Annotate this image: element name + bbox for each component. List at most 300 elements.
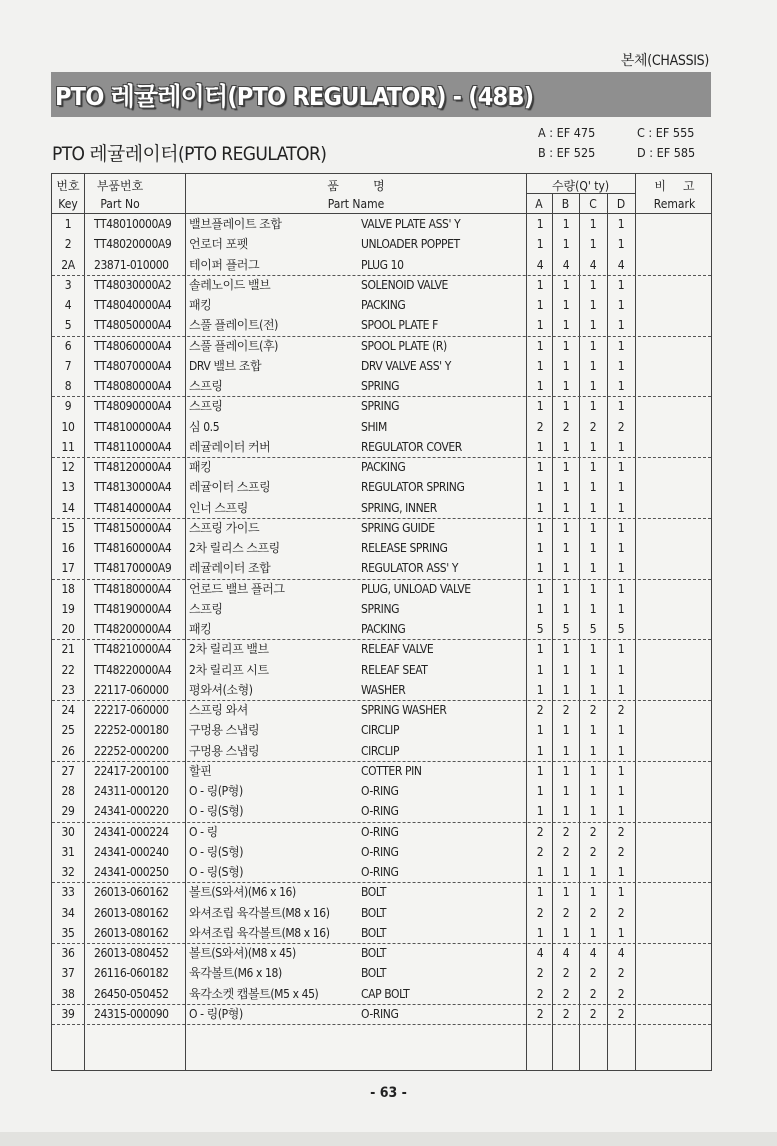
row-part-no: 26013-080452	[94, 946, 169, 960]
row-part-no: TT48120000A4	[94, 460, 172, 474]
row-key: 35	[61, 925, 75, 940]
row-part-no: TT48190000A4	[94, 601, 172, 616]
row-part-no: TT48110000A4	[94, 439, 172, 454]
row-part-no: 22217-060000	[94, 703, 169, 717]
row-qty-c: 1	[589, 358, 597, 373]
row-name-ko: 육각소켓 캡볼트(M5 x 45)	[189, 986, 319, 1001]
row-qty-d: 1	[617, 460, 625, 474]
row-name-en: SPOOL PLATE F	[361, 318, 438, 333]
row-part-no: TT48160000A4	[94, 541, 172, 555]
row-qty-d: 1	[617, 500, 625, 515]
row-qty-d: 1	[617, 743, 625, 758]
row-key: 25	[61, 723, 75, 738]
row-qty-b: 1	[562, 763, 570, 778]
row-name-en: REGULATOR SPRING	[361, 480, 465, 495]
row-qty-d: 1	[617, 439, 625, 454]
row-qty-d: 1	[617, 662, 625, 677]
row-qty-b: 2	[562, 824, 570, 839]
row-name-ko: 구멍용 스냅링	[189, 723, 260, 738]
row-qty-d: 1	[617, 338, 625, 353]
row-part-no: 23871-010000	[94, 257, 169, 272]
row-name-en: RELEASE SPRING	[361, 541, 448, 555]
row-qty-b: 1	[562, 581, 570, 596]
row-qty-d: 1	[617, 298, 625, 312]
header-key-ko: 번호	[56, 179, 80, 193]
row-qty-a: 1	[536, 460, 544, 474]
group-divider	[52, 275, 711, 276]
row-qty-c: 1	[589, 804, 597, 819]
row-qty-a: 1	[536, 682, 544, 697]
row-qty-a: 1	[536, 399, 544, 414]
row-name-en: BOLT	[361, 885, 387, 900]
parts-table	[51, 173, 712, 1071]
row-name-ko: 스프링	[189, 601, 223, 616]
row-name-ko: 스풀 플레이트(후)	[189, 338, 278, 353]
row-name-ko: 볼트(S와셔)(M8 x 45)	[189, 946, 296, 960]
row-qty-a: 2	[536, 905, 544, 920]
row-qty-c: 1	[589, 460, 597, 474]
row-name-en: BOLT	[361, 946, 387, 960]
row-name-ko: O - 링(P형)	[189, 784, 243, 798]
row-name-en: CIRCLIP	[361, 743, 400, 758]
row-qty-d: 1	[617, 682, 625, 697]
row-qty-b: 1	[562, 480, 570, 495]
row-part-no: TT48170000A9	[94, 561, 172, 576]
row-qty-b: 1	[562, 298, 570, 312]
row-part-no: TT48140000A4	[94, 500, 172, 515]
row-name-ko: 할핀	[189, 763, 212, 778]
row-part-no: 24341-000250	[94, 865, 169, 879]
row-key: 28	[61, 784, 75, 798]
row-name-en: WASHER	[361, 682, 406, 697]
group-divider	[52, 882, 711, 883]
row-qty-a: 1	[536, 925, 544, 940]
row-name-ko: 레귤이터 스프링	[189, 480, 271, 495]
rule-header-bottom	[52, 213, 711, 214]
row-qty-a: 1	[536, 338, 544, 353]
row-part-no: 24341-000224	[94, 824, 169, 839]
row-qty-b: 2	[562, 844, 570, 859]
row-name-ko: 구멍용 스냅링	[189, 743, 260, 758]
row-name-en: SPRING WASHER	[361, 703, 447, 717]
row-qty-a: 5	[536, 622, 544, 636]
row-name-en: SPRING	[361, 601, 400, 616]
row-part-no: 24315-000090	[94, 1006, 169, 1021]
row-name-en: REGULATOR ASS' Y	[361, 561, 459, 576]
row-qty-d: 1	[617, 399, 625, 414]
row-part-no: 26013-060162	[94, 885, 169, 900]
header-name-ko: 품 명	[327, 179, 385, 193]
row-name-ko: 스프링 가이드	[189, 520, 260, 535]
row-name-en: O-RING	[361, 784, 399, 798]
row-qty-b: 1	[562, 865, 570, 879]
group-divider	[52, 943, 711, 944]
row-qty-a: 2	[536, 703, 544, 717]
rule-partno	[185, 174, 186, 1070]
row-name-ko: 심 0.5	[189, 419, 220, 434]
row-qty-b: 1	[562, 439, 570, 454]
row-key: 31	[61, 844, 75, 859]
row-qty-d: 1	[617, 925, 625, 940]
row-qty-c: 1	[589, 237, 597, 252]
row-part-no: 24341-000240	[94, 844, 169, 859]
row-part-no: TT48080000A4	[94, 379, 172, 393]
group-divider	[52, 700, 711, 701]
row-name-ko: 평와셔(소형)	[189, 682, 253, 697]
row-name-en: SPOOL PLATE (R)	[361, 338, 447, 353]
row-qty-a: 1	[536, 358, 544, 373]
row-key: 11	[61, 439, 75, 454]
row-key: 2	[64, 237, 72, 252]
group-divider	[52, 822, 711, 823]
row-qty-a: 1	[536, 723, 544, 738]
row-qty-d: 4	[617, 257, 625, 272]
model-d: D : EF 585	[637, 145, 696, 160]
page-title: PTO 레귤레이터(PTO REGULATOR) - (48B)	[55, 82, 534, 111]
row-qty-d: 1	[617, 885, 625, 900]
row-part-no: 24341-000220	[94, 804, 169, 819]
row-part-no: TT48210000A4	[94, 642, 172, 657]
header-remark-en: Remark	[653, 197, 696, 211]
row-qty-b: 1	[562, 804, 570, 819]
row-qty-b: 2	[562, 703, 570, 717]
row-qty-a: 1	[536, 581, 544, 596]
row-key: 14	[61, 500, 75, 515]
row-key: 6	[64, 338, 72, 353]
row-qty-a: 1	[536, 601, 544, 616]
header-qty-a: A	[535, 197, 543, 211]
row-name-en: BOLT	[361, 925, 387, 940]
row-qty-a: 1	[536, 885, 544, 900]
row-name-ko: 레귤레이터 조합	[189, 561, 271, 576]
row-name-en: COTTER PIN	[361, 763, 422, 778]
row-key: 20	[61, 622, 75, 636]
row-part-no: 26013-080162	[94, 905, 169, 920]
row-qty-b: 2	[562, 986, 570, 1001]
row-qty-a: 1	[536, 520, 544, 535]
row-name-ko: O - 링(S형)	[189, 844, 244, 859]
row-key: 27	[61, 763, 75, 778]
row-part-no: TT48010000A9	[94, 217, 172, 231]
row-name-en: BOLT	[361, 966, 387, 981]
row-qty-b: 1	[562, 743, 570, 758]
row-qty-c: 1	[589, 338, 597, 353]
row-part-no: TT48220000A4	[94, 662, 172, 677]
group-divider	[52, 579, 711, 580]
row-name-ko: 스프링	[189, 399, 223, 414]
row-name-ko: 와셔조립 육각볼트(M8 x 16)	[189, 905, 330, 920]
model-a: A : EF 475	[538, 125, 596, 140]
row-part-no: 22117-060000	[94, 682, 169, 697]
group-divider	[52, 336, 711, 337]
row-part-no: TT48040000A4	[94, 298, 172, 312]
row-key: 4	[64, 298, 72, 312]
row-qty-b: 2	[562, 419, 570, 434]
row-qty-b: 1	[562, 885, 570, 900]
row-qty-c: 1	[589, 723, 597, 738]
row-qty-d: 1	[617, 541, 625, 555]
row-qty-a: 1	[536, 217, 544, 231]
row-qty-c: 2	[589, 966, 597, 981]
row-part-no: TT48130000A4	[94, 480, 172, 495]
row-qty-d: 1	[617, 865, 625, 879]
row-qty-c: 1	[589, 399, 597, 414]
row-name-en: O-RING	[361, 844, 399, 859]
row-name-en: SPRING	[361, 379, 400, 393]
row-key: 3	[64, 277, 72, 292]
row-qty-b: 1	[562, 399, 570, 414]
row-qty-d: 2	[617, 824, 625, 839]
row-name-en: CAP BOLT	[361, 986, 410, 1001]
row-qty-b: 1	[562, 338, 570, 353]
row-key: 26	[61, 743, 75, 758]
row-qty-c: 1	[589, 217, 597, 231]
row-qty-d: 2	[617, 966, 625, 981]
group-divider	[52, 396, 711, 397]
row-part-no: TT48070000A4	[94, 358, 172, 373]
row-key: 5	[64, 318, 72, 333]
row-qty-b: 1	[562, 642, 570, 657]
row-qty-d: 1	[617, 379, 625, 393]
row-name-en: CIRCLIP	[361, 723, 400, 738]
row-qty-d: 1	[617, 217, 625, 231]
row-qty-c: 1	[589, 480, 597, 495]
row-name-en: REGULATOR COVER	[361, 439, 462, 454]
row-qty-a: 1	[536, 642, 544, 657]
row-qty-b: 1	[562, 318, 570, 333]
row-qty-b: 1	[562, 682, 570, 697]
row-part-no: 26013-080162	[94, 925, 169, 940]
row-qty-d: 1	[617, 480, 625, 495]
row-qty-d: 2	[617, 703, 625, 717]
header-partno-en: Part No	[100, 197, 140, 211]
row-name-en: SOLENOID VALVE	[361, 277, 448, 292]
subtitle: PTO 레귤레이터(PTO REGULATOR)	[52, 143, 327, 165]
row-name-en: SPRING	[361, 399, 400, 414]
row-key: 18	[61, 581, 75, 596]
row-qty-c: 1	[589, 277, 597, 292]
row-qty-c: 1	[589, 581, 597, 596]
row-qty-d: 2	[617, 986, 625, 1001]
row-part-no: 24311-000120	[94, 784, 169, 798]
row-qty-a: 1	[536, 318, 544, 333]
row-key: 32	[61, 865, 75, 879]
row-part-no: TT48060000A4	[94, 338, 172, 353]
row-qty-a: 1	[536, 439, 544, 454]
group-divider	[52, 1004, 711, 1005]
row-qty-d: 2	[617, 844, 625, 859]
row-name-ko: 솔레노이드 밸브	[189, 277, 271, 292]
row-part-no: TT48030000A2	[94, 277, 172, 292]
row-qty-d: 1	[617, 601, 625, 616]
row-qty-a: 1	[536, 561, 544, 576]
row-name-ko: 와셔조립 육각볼트(M8 x 16)	[189, 925, 330, 940]
row-qty-d: 1	[617, 318, 625, 333]
header-qty-c: C	[589, 197, 597, 211]
row-qty-c: 1	[589, 561, 597, 576]
row-qty-b: 1	[562, 237, 570, 252]
row-qty-d: 2	[617, 1006, 625, 1021]
row-qty-a: 1	[536, 500, 544, 515]
row-name-ko: 패킹	[189, 298, 212, 312]
row-qty-c: 2	[589, 824, 597, 839]
row-qty-b: 1	[562, 723, 570, 738]
section-label: 본체(CHASSIS)	[620, 53, 709, 69]
row-qty-b: 1	[562, 500, 570, 515]
row-name-ko: O - 링(S형)	[189, 804, 244, 819]
row-name-ko: 2차 릴리프 시트	[189, 662, 269, 677]
row-qty-c: 1	[589, 601, 597, 616]
row-part-no: TT48180000A4	[94, 581, 172, 596]
row-part-no: TT48150000A4	[94, 520, 172, 535]
row-key: 2A	[61, 257, 75, 272]
row-key: 29	[61, 804, 75, 819]
row-qty-c: 1	[589, 500, 597, 515]
group-divider	[52, 518, 711, 519]
model-c: C : EF 555	[637, 125, 695, 140]
row-key: 15	[61, 520, 75, 535]
row-name-ko: 스프링	[189, 379, 223, 393]
row-name-en: UNLOADER POPPET	[361, 237, 460, 252]
row-qty-b: 1	[562, 379, 570, 393]
row-part-no: TT48050000A4	[94, 318, 172, 333]
row-qty-c: 1	[589, 784, 597, 798]
header-qty: 수량(Q' ty)	[551, 179, 610, 193]
group-divider	[52, 639, 711, 640]
page-bottom-band	[0, 1132, 777, 1146]
row-qty-a: 2	[536, 966, 544, 981]
row-name-ko: 인너 스프링	[189, 500, 248, 515]
row-key: 36	[61, 946, 75, 960]
group-divider	[52, 761, 711, 762]
row-name-ko: 2차 릴리스 스프링	[189, 541, 280, 555]
row-qty-d: 1	[617, 237, 625, 252]
row-qty-a: 1	[536, 743, 544, 758]
row-name-en: PACKING	[361, 460, 406, 474]
row-qty-d: 1	[617, 520, 625, 535]
row-qty-c: 1	[589, 925, 597, 940]
row-qty-a: 4	[536, 257, 544, 272]
row-qty-c: 1	[589, 298, 597, 312]
row-name-en: PACKING	[361, 622, 406, 636]
row-qty-a: 1	[536, 804, 544, 819]
rule-key	[84, 174, 85, 1070]
row-part-no: TT48200000A4	[94, 622, 172, 636]
header-qty-d: D	[616, 197, 626, 211]
row-key: 9	[64, 399, 72, 414]
row-qty-c: 2	[589, 844, 597, 859]
row-key: 39	[61, 1006, 75, 1021]
row-qty-b: 2	[562, 905, 570, 920]
row-name-en: O-RING	[361, 1006, 399, 1021]
row-key: 8	[64, 379, 72, 393]
row-name-ko: 테이퍼 플러그	[189, 257, 260, 272]
row-name-ko: O - 링(P형)	[189, 1006, 243, 1021]
row-qty-c: 1	[589, 865, 597, 879]
row-key: 30	[61, 824, 75, 839]
row-qty-d: 1	[617, 561, 625, 576]
row-name-ko: 스프링 와셔	[189, 703, 248, 717]
row-key: 16	[61, 541, 75, 555]
row-qty-c: 1	[589, 682, 597, 697]
row-qty-b: 1	[562, 460, 570, 474]
row-name-ko: 언로더 포펫	[189, 237, 248, 252]
row-key: 21	[61, 642, 75, 657]
row-qty-c: 1	[589, 662, 597, 677]
row-name-en: O-RING	[361, 804, 399, 819]
rule-remark	[635, 174, 636, 1070]
row-qty-d: 1	[617, 642, 625, 657]
row-qty-a: 1	[536, 662, 544, 677]
row-qty-b: 1	[562, 520, 570, 535]
row-key: 38	[61, 986, 75, 1001]
row-key: 24	[61, 703, 75, 717]
title-bar	[51, 72, 711, 117]
row-name-ko: O - 링(S형)	[189, 865, 244, 879]
row-qty-a: 2	[536, 844, 544, 859]
row-qty-a: 1	[536, 298, 544, 312]
row-name-en: VALVE PLATE ASS' Y	[361, 217, 461, 231]
row-qty-a: 2	[536, 419, 544, 434]
row-key: 17	[61, 561, 75, 576]
row-part-no: 26116-060182	[94, 966, 169, 981]
row-part-no: 22252-000180	[94, 723, 169, 738]
row-qty-a: 1	[536, 379, 544, 393]
row-part-no: TT48020000A9	[94, 237, 172, 252]
row-qty-c: 2	[589, 419, 597, 434]
header-key-en: Key	[58, 197, 78, 211]
row-qty-d: 1	[617, 277, 625, 292]
row-qty-c: 5	[589, 622, 597, 636]
row-qty-c: 1	[589, 885, 597, 900]
row-qty-a: 1	[536, 784, 544, 798]
row-qty-c: 1	[589, 541, 597, 555]
row-name-en: SPRING, INNER	[361, 500, 437, 515]
row-qty-a: 1	[536, 865, 544, 879]
row-qty-d: 1	[617, 723, 625, 738]
row-name-ko: 레귤레이터 커버	[189, 439, 271, 454]
row-name-en: DRV VALVE ASS' Y	[361, 358, 451, 373]
row-qty-b: 1	[562, 277, 570, 292]
row-name-ko: 스풀 플레이트(전)	[189, 318, 278, 333]
row-qty-a: 2	[536, 986, 544, 1001]
row-qty-d: 5	[617, 622, 625, 636]
row-name-en: RELEAF VALVE	[361, 642, 434, 657]
row-qty-a: 1	[536, 237, 544, 252]
row-qty-c: 4	[589, 257, 597, 272]
row-qty-a: 4	[536, 946, 544, 960]
row-key: 34	[61, 905, 75, 920]
row-part-no: TT48100000A4	[94, 419, 172, 434]
group-divider	[52, 1024, 711, 1025]
row-name-ko: O - 링	[189, 824, 218, 839]
row-name-en: PACKING	[361, 298, 406, 312]
row-qty-b: 1	[562, 217, 570, 231]
row-name-en: BOLT	[361, 905, 387, 920]
row-qty-d: 1	[617, 581, 625, 596]
row-qty-d: 2	[617, 419, 625, 434]
header-name-en: Part Name	[327, 197, 385, 211]
row-key: 7	[64, 358, 72, 373]
row-qty-b: 1	[562, 601, 570, 616]
row-name-en: O-RING	[361, 824, 399, 839]
row-name-en: SPRING GUIDE	[361, 520, 435, 535]
model-b: B : EF 525	[538, 145, 596, 160]
row-key: 12	[61, 460, 75, 474]
row-qty-b: 1	[562, 662, 570, 677]
row-key: 23	[61, 682, 75, 697]
row-qty-c: 1	[589, 318, 597, 333]
